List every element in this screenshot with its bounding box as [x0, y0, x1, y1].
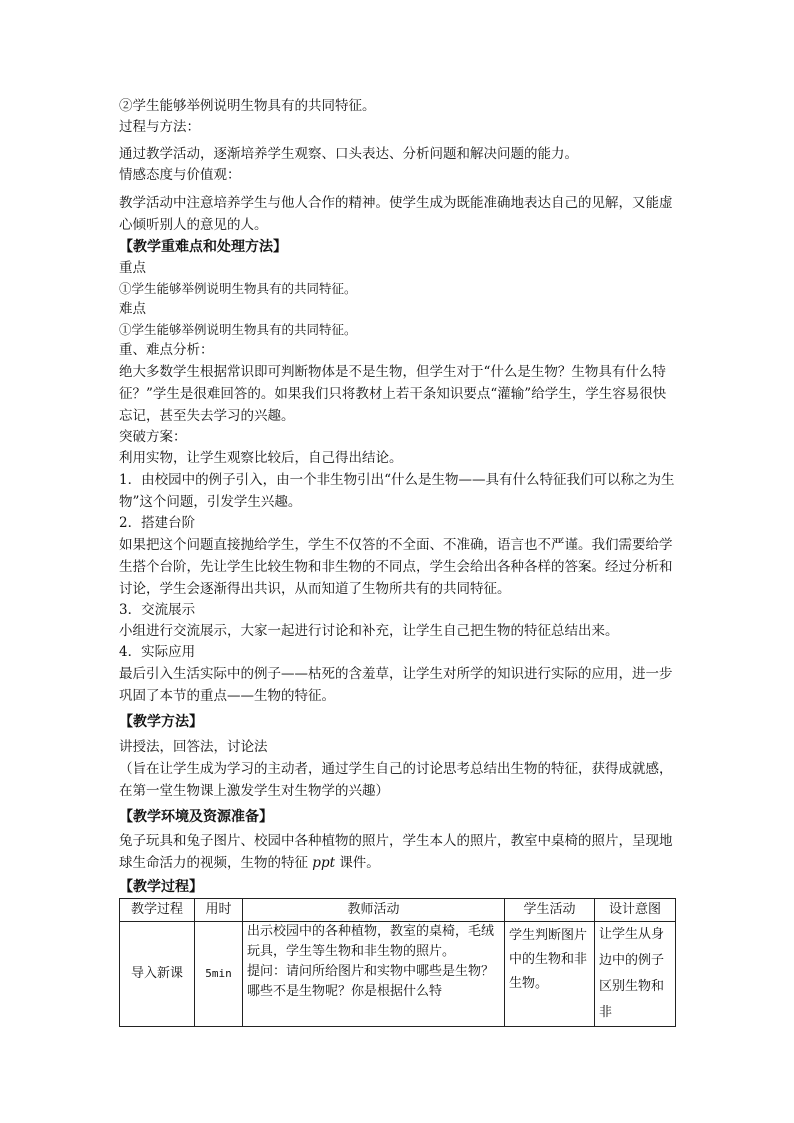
table-header-cell: 教学过程: [120, 899, 195, 922]
table-header-cell: 学生活动: [505, 899, 595, 922]
paragraph: 利用实物，让学生观察比较后，自己得出结论。: [119, 450, 403, 466]
ppt-text: ppt: [312, 855, 336, 871]
label-solution: 突破方案：: [119, 429, 187, 445]
paragraph: [119, 830, 675, 874]
paragraph: 通过教学活动，逐渐培养学生观察、口头表达、分析问题和解决问题的能力。: [119, 146, 578, 162]
paragraph: 绝大多数学生根据常识即可判断物体是不是生物，但学生对于“什么是生物？生物具有什么特征？”学生是很难回答的。如果我们只将教材上若干条知识要点“灌输”给学生，学生容易很快忘记，甚至失去学习的兴趣。: [119, 364, 667, 424]
resource-text-end: 课件。: [335, 855, 380, 871]
paragraph: 最后引入生活实际中的例子——枯死的含羞草，让学生对所学的知识进行实际的应用，进一步巩固了本节的重点——生物的特征。: [119, 666, 673, 704]
section-heading: 【教学环境及资源准备】: [119, 809, 273, 825]
table-header-cell: 设计意图: [595, 899, 676, 922]
step-title: 4．实际应用: [119, 644, 196, 660]
document-page: [119, 96, 675, 1027]
list-item: ①学生能够举例说明生物具有的共同特征。: [119, 322, 357, 337]
label-key-point: 重点: [119, 260, 146, 276]
student-activity-cell: 学生判断图片中的生物和非生物。: [505, 922, 595, 1027]
label-difficulty: 难点: [119, 301, 146, 317]
teaching-process-table: [119, 898, 676, 1027]
objective-line: ②学生能够举例说明生物具有的共同特征。: [119, 98, 376, 114]
paragraph: 1．由校园中的例子引入，由一个非生物引出“什么是生物——具有什么特征我们可以称之为生物”这个问题，引发学生兴趣。: [119, 472, 675, 510]
teacher-activity-cell: 出示校园中的各种植物，教室的桌椅，毛绒玩具，学生等生物和非生物的照片。 提问：请问所给图片和实物中哪些是生物？哪些不是生物呢？你是根据什么特: [243, 922, 505, 1027]
table-header-cell: 教师活动: [243, 899, 505, 922]
design-intent-cell: 让学生从身边中的例子区别生物和非: [595, 922, 676, 1027]
list-item: ①学生能够举例说明生物具有的共同特征。: [119, 281, 357, 296]
paragraph: （旨在让学生成为学习的主动者，通过学生自己的讨论思考总结出生物的特征，获得成就感，在第一堂生物课上激发学生对生物学的兴趣）: [119, 761, 673, 799]
section-heading: 【教学过程】: [119, 879, 203, 895]
paragraph: 小组进行交流展示，大家一起进行讨论和补充，让学生自己把生物的特征总结出来。: [119, 623, 619, 639]
section-heading: 【教学方法】: [119, 714, 203, 730]
label-analysis: 重、难点分析：: [119, 342, 214, 358]
table-row: [120, 922, 676, 1027]
resource-text: 兔子玩具和兔子图片、校园中各种植物的照片，学生本人的照片，教室中桌椅的照片，呈现地球生命活力的视频，生物的特征: [119, 833, 673, 871]
paragraph: 教学活动中注意培养学生与他人合作的精神。使学生成为既能准确地表达自己的见解，又能虚心倾听别人的意见的人。: [119, 195, 673, 233]
table-header-cell: 用时: [195, 899, 243, 922]
subheading-attitude: 情感态度与价值观：: [119, 167, 241, 183]
section-heading: 【教学重难点和处理方法】: [119, 239, 287, 255]
paragraph: 如果把这个问题直接抛给学生，学生不仅答的不全面、不准确，语言也不严谨。我们需要给学生搭个台阶，先让学生比较生物和非生物的不同点，学生会给出各种各样的答案。经过分析和讨论，学生会逐渐得出共识，从而知道了生物所共有的共同特征。: [119, 537, 673, 597]
paragraph: 讲授法，回答法，讨论法: [119, 739, 268, 755]
time-cell: 5min: [195, 922, 243, 1027]
table-header-row: [120, 899, 676, 922]
subheading-process: 过程与方法：: [119, 119, 200, 135]
stage-cell: 导入新课: [120, 922, 195, 1027]
step-title: 2．搭建台阶: [119, 515, 196, 531]
step-title: 3．交流展示: [119, 602, 196, 618]
